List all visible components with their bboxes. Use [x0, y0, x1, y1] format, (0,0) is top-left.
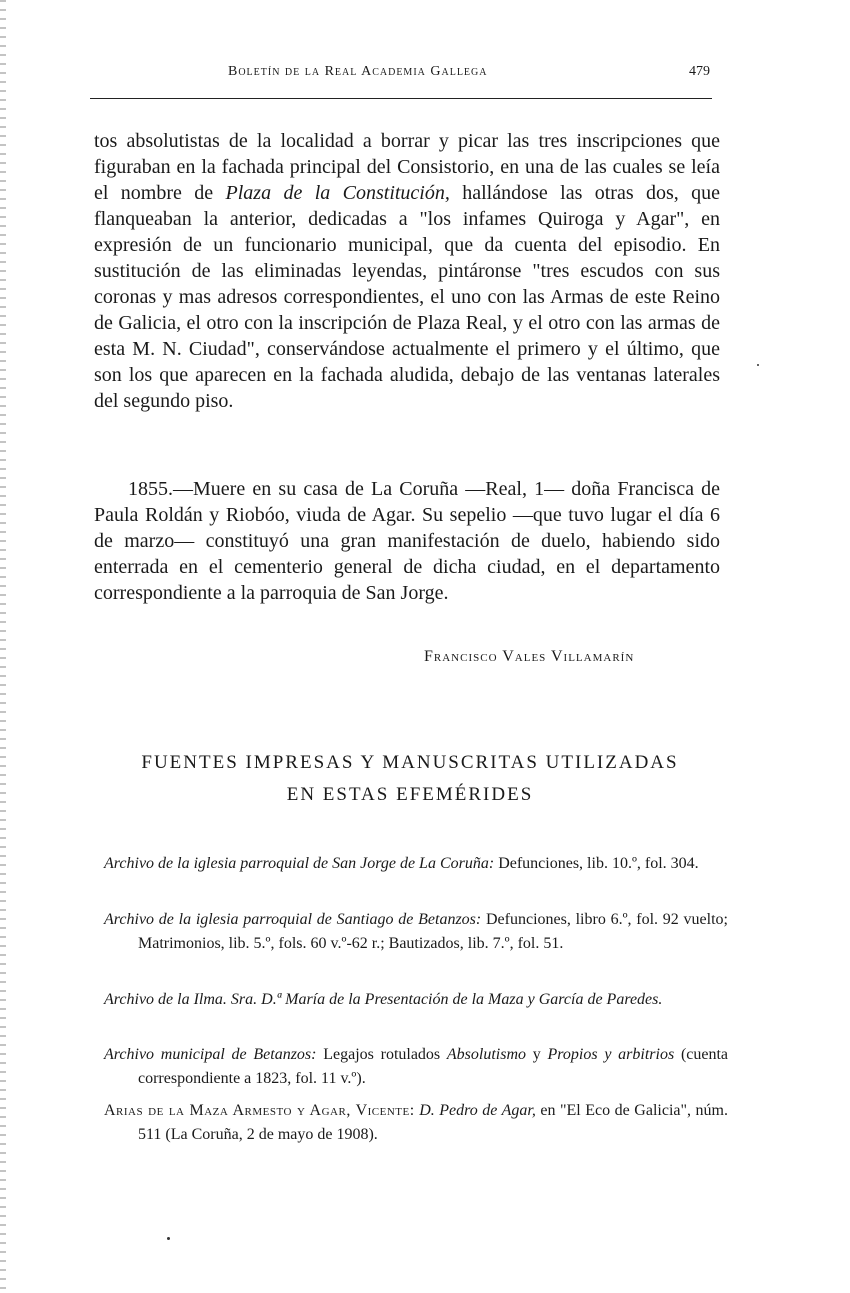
- reference-detail: en "El Eco de Galicia", núm. 511 (La Coruña, 2 de mayo de 1908).: [138, 1102, 728, 1143]
- header-rule: [90, 98, 712, 99]
- reference-source: Archivo de la iglesia parroquial de San Jorge de La Coruña:: [104, 855, 495, 872]
- reference-item: [104, 908, 728, 956]
- reference-detail: Defunciones, lib. 10.º, fol. 304.: [494, 855, 699, 872]
- reference-source: Archivo de la Ilma. Sra. D.ª María de la Presentación de la Maza y García de Paredes.: [104, 991, 663, 1008]
- running-header: [228, 64, 722, 80]
- reference-source: Archivo municipal de Betanzos:: [104, 1046, 317, 1063]
- scan-edge-noise: [0, 0, 6, 1293]
- reference-title: D. Pedro de Agar,: [414, 1102, 536, 1119]
- section-title-line-1: FUENTES IMPRESAS Y MANUSCRITAS UTILIZADAS: [141, 752, 679, 773]
- reference-author: Arias de la Maza Armesto y Agar, Vicente:: [104, 1102, 415, 1119]
- scan-speck: [167, 1237, 170, 1240]
- reference-connector: y: [526, 1046, 548, 1063]
- author-signature: Francisco Vales Villamarín: [424, 648, 635, 665]
- paragraph-1-italic: Plaza de la Constitución,: [225, 182, 450, 204]
- reference-item: [104, 1043, 728, 1091]
- reference-italic-term: Propios y arbitrios: [547, 1046, 675, 1063]
- paragraph-1-text-a: tos absolutistas de la localidad a borrar y picar las tres inscripciones que figuraban en la fachada principal del Consistorio, en una de las cuales se leía el nombre de: [94, 130, 720, 204]
- reference-detail: Defunciones, libro 6.º, fol. 92 vuelto; Matrimonios, lib. 5.º, fols. 60 v.º-62 r.; Bautizados, lib. 7.º, fol. 51.: [138, 911, 728, 952]
- running-title: Boletín de la Real Academia Gallega: [228, 64, 488, 79]
- reference-item: [104, 988, 728, 1012]
- paragraph-2: 1855.—Muere en su casa de La Coruña —Real, 1— doña Francisca de Paula Roldán y Riobóo, viuda de Agar. Su sepelio —que tuvo lugar el día 6 de marzo— constituyó una gran manifestación de duelo, habiendo sido enterrada en el cementerio general de dicha ciudad, en el departamento correspondiente a la parroquia de San Jorge.: [94, 478, 720, 604]
- reference-italic-term: Absolutismo: [446, 1046, 527, 1063]
- page-number: 479: [689, 64, 710, 79]
- reference-detail: Legajos rotulados: [316, 1046, 447, 1063]
- scan-speck: [757, 364, 759, 366]
- paragraph-1-text-b: hallándose las otras dos, que flanqueaban la anterior, dedicadas a "los infames Quiroga y Agar", en expresión de un funcionario municipal, que da cuenta del episodio. En sustitución de las eliminadas leyendas, pintáronse "tres escudos con sus coronas y mas adresos correspondientes, el uno con las Armas de este Reino de Galicia, el otro con la inscripción de Plaza Real, y el otro con las armas de esta M. N. Ciudad", conservándose actualmente el primero y el último, que son los que aparecen en la fachada aludida, debajo de las ventanas laterales del segundo piso.: [94, 182, 721, 412]
- reference-item: [104, 1099, 728, 1147]
- section-title-line-2: EN ESTAS EFEMÉRIDES: [286, 784, 534, 805]
- paragraph-1: [94, 128, 720, 414]
- reference-source: Archivo de la iglesia parroquial de Santiago de Betanzos:: [104, 911, 482, 928]
- reference-tail: (cuenta correspondiente a 1823, fol. 11 v.º).: [138, 1046, 729, 1087]
- reference-item: [104, 852, 728, 876]
